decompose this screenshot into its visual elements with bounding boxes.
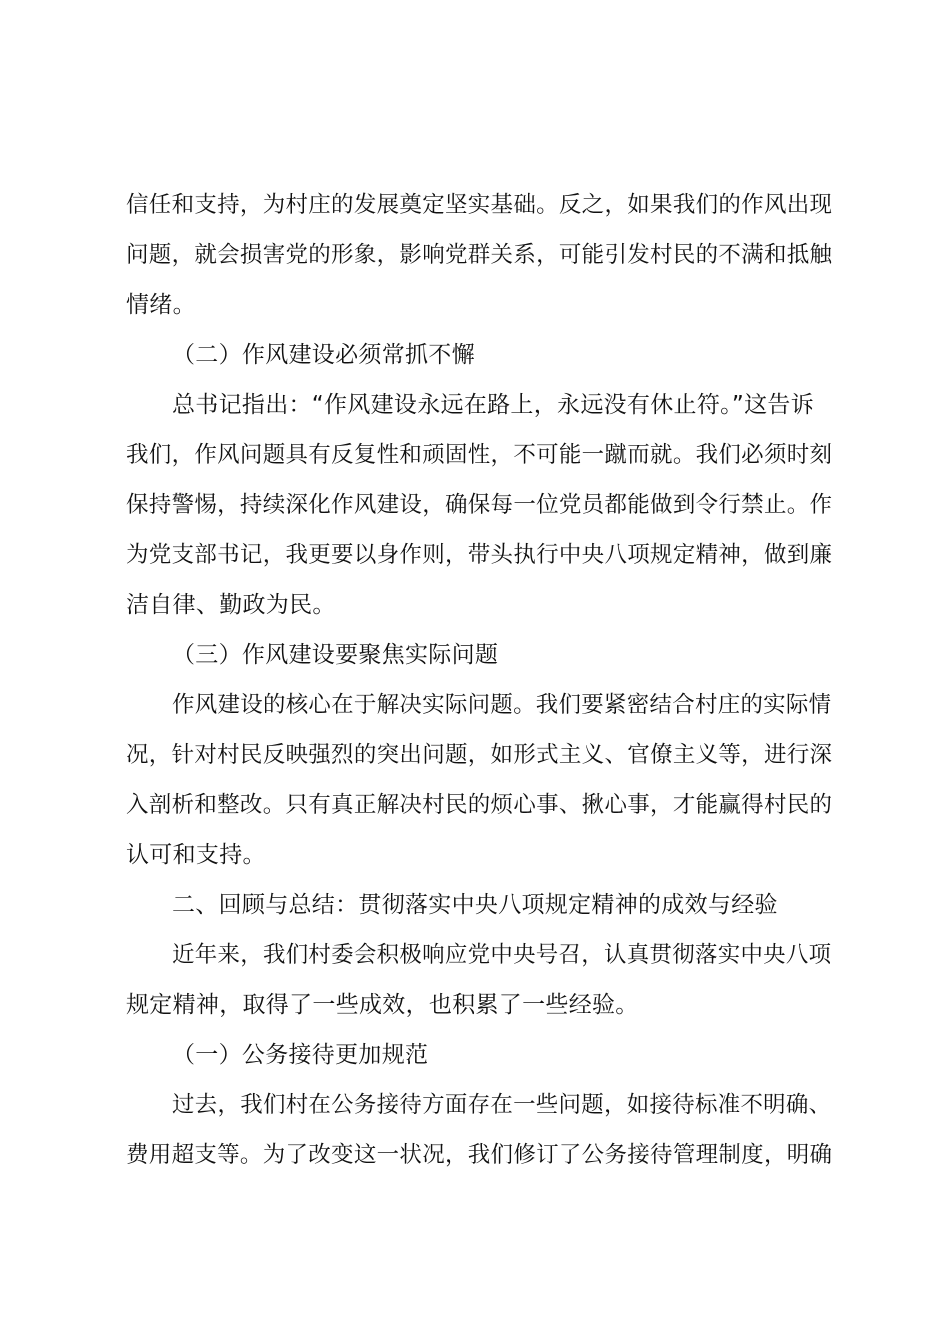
- section-heading: 二、回顾与总结：贯彻落实中央八项规定精神的成效与经验: [172, 892, 778, 918]
- subsection-heading: （三）作风建设要聚焦实际问题: [172, 642, 499, 668]
- body-text-line: 费用超支等。为了改变这一状况，我们修订了公务接待管理制度，明确: [126, 1142, 833, 1168]
- subsection-heading: （二）作风建设必须常抓不懈: [172, 342, 475, 368]
- body-text-line: 保持警惕，持续深化作风建设，确保每一位党员都能做到令行禁止。作: [126, 492, 833, 518]
- body-text-line: 问题，就会损害党的形象，影响党群关系，可能引发村民的不满和抵触: [126, 242, 833, 268]
- subsection-heading: （一）公务接待更加规范: [172, 1042, 429, 1068]
- body-text-line: 入剖析和整改。只有真正解决村民的烦心事、揪心事，才能赢得村民的: [126, 792, 833, 818]
- body-text-line: 信任和支持，为村庄的发展奠定坚实基础。反之，如果我们的作风出现: [126, 192, 833, 218]
- body-text-line: 我们，作风问题具有反复性和顽固性，不可能一蹴而就。我们必须时刻: [126, 442, 833, 468]
- body-text-line: 规定精神，取得了一些成效，也积累了一些经验。: [126, 992, 639, 1018]
- body-text-line: 情绪。: [126, 292, 196, 318]
- body-text-line: 为党支部书记，我更要以身作则，带头执行中央八项规定精神，做到廉: [126, 542, 833, 568]
- body-text-line: 总书记指出：“作风建设永远在路上，永远没有休止符。”这告诉: [172, 392, 815, 418]
- body-text-line: 认可和支持。: [126, 842, 266, 868]
- body-text-line: 近年来，我们村委会积极响应党中央号召，认真贯彻落实中央八项: [172, 942, 832, 968]
- body-text-line: 过去，我们村在公务接待方面存在一些问题，如接待标准不明确、: [172, 1092, 832, 1118]
- body-text-line: 作风建设的核心在于解决实际问题。我们要紧密结合村庄的实际情: [172, 692, 832, 718]
- body-text-line: 洁自律、勤政为民。: [126, 592, 336, 618]
- body-text-line: 况，针对村民反映强烈的突出问题，如形式主义、官僚主义等，进行深: [126, 742, 833, 768]
